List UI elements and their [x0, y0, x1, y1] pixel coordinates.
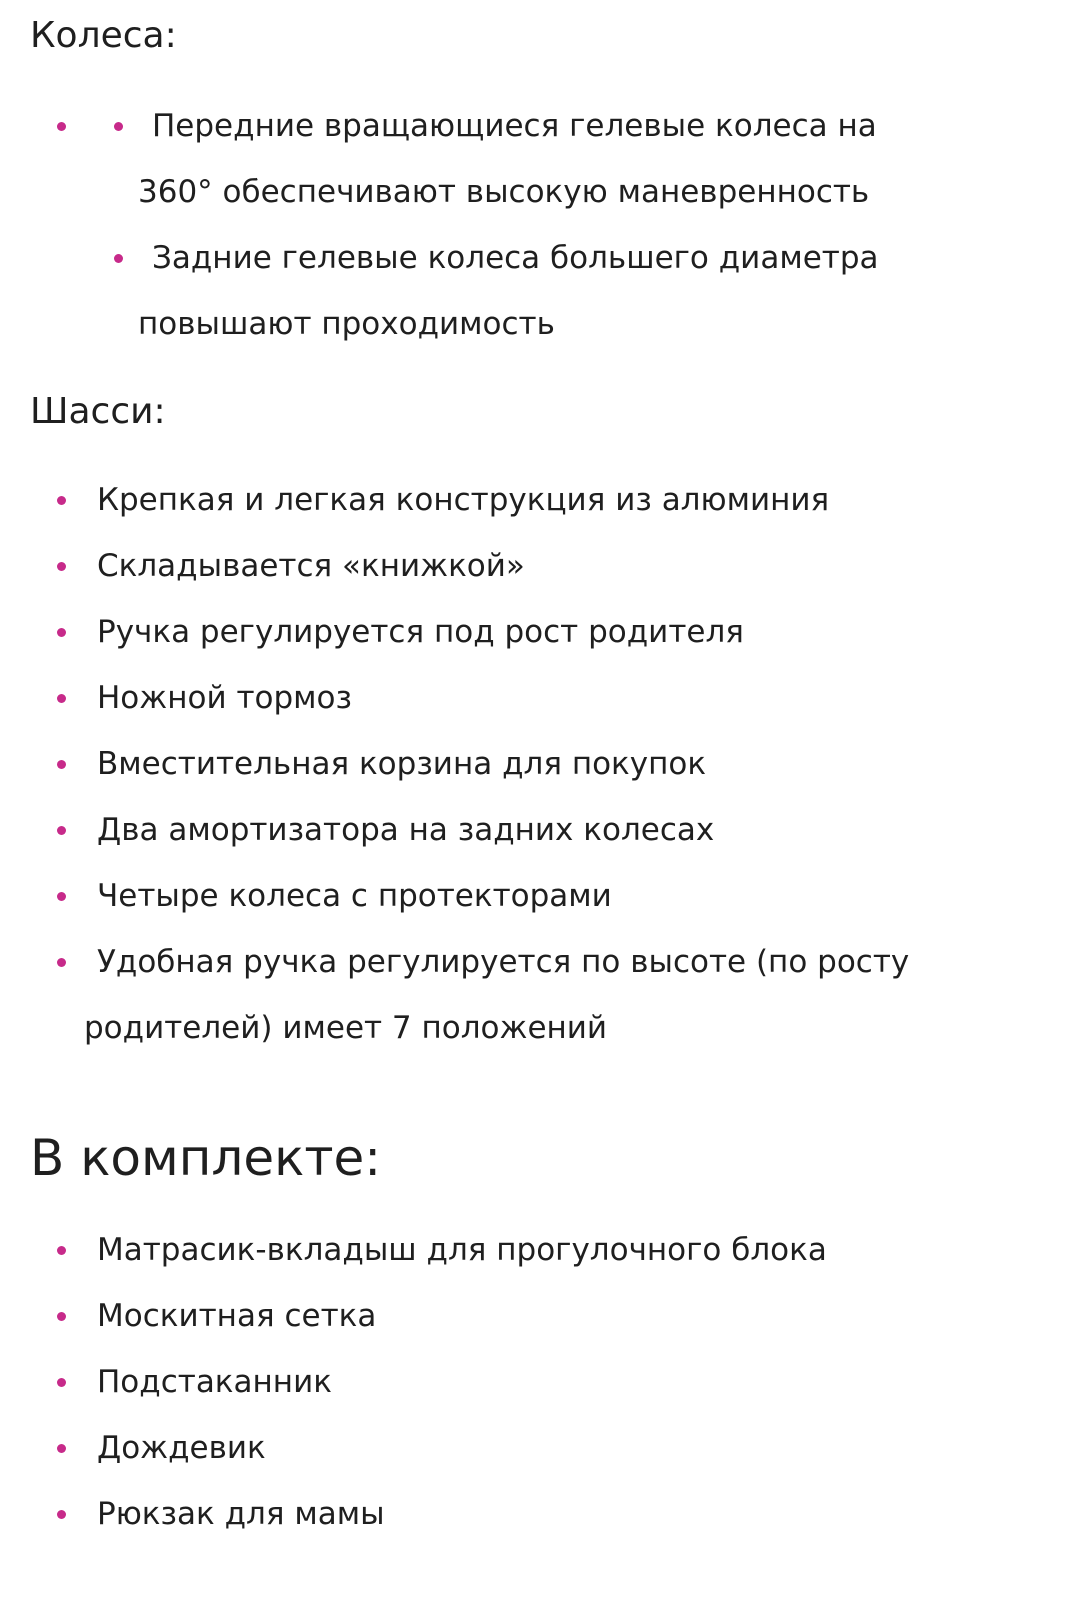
- bullet-icon: [57, 892, 66, 901]
- bullet-icon: [57, 760, 66, 769]
- section-heading-wheels: Колеса:: [30, 15, 177, 56]
- bullet-icon: [57, 694, 66, 703]
- kit-item: Дождевик: [97, 1430, 266, 1466]
- wheels-item-2-line2: повышают проходимость: [138, 306, 555, 342]
- bullet-icon: [57, 496, 66, 505]
- bullet-icon: [57, 1378, 66, 1387]
- section-heading-kit: В комплекте:: [30, 1129, 382, 1187]
- chassis-item: Крепкая и легкая конструкция из алюминия: [97, 482, 830, 518]
- kit-item: Москитная сетка: [97, 1298, 377, 1334]
- kit-item: Рюкзак для мамы: [97, 1496, 385, 1532]
- wheels-item-1-line2: 360° обеспечивают высокую маневренность: [138, 174, 870, 210]
- chassis-item: Вместительная корзина для покупок: [97, 746, 707, 782]
- chassis-item: Два амортизатора на задних колесах: [97, 812, 715, 848]
- chassis-item: Ручка регулируется под рост родителя: [97, 614, 744, 650]
- wheels-item-2-line1: Задние гелевые колеса большего диаметра: [152, 240, 879, 276]
- bullet-icon: [57, 562, 66, 571]
- chassis-item: Ножной тормоз: [97, 680, 352, 716]
- bullet-icon: [57, 826, 66, 835]
- bullet-icon: [57, 1444, 66, 1453]
- kit-item: Подстаканник: [97, 1364, 332, 1400]
- chassis-last-item-line1: Удобная ручка регулируется по высоте (по росту: [97, 944, 910, 980]
- bullet-icon: [57, 958, 66, 967]
- chassis-item: Четыре колеса с протекторами: [97, 878, 612, 914]
- kit-item: Матрасик-вкладыш для прогулочного блока: [97, 1232, 827, 1268]
- bullet-icon: [114, 254, 123, 263]
- bullet-icon: [57, 1246, 66, 1255]
- bullet-icon: [114, 122, 123, 131]
- wheels-item-1-line1: Передние вращающиеся гелевые колеса на: [152, 108, 877, 144]
- section-heading-chassis: Шасси:: [30, 391, 166, 432]
- bullet-icon: [57, 1510, 66, 1519]
- bullet-icon: [57, 1312, 66, 1321]
- bullet-icon: [57, 122, 66, 131]
- chassis-item: Складывается «книжкой»: [97, 548, 525, 584]
- chassis-last-item-line2: родителей) имеет 7 положений: [84, 1010, 608, 1046]
- bullet-icon: [57, 628, 66, 637]
